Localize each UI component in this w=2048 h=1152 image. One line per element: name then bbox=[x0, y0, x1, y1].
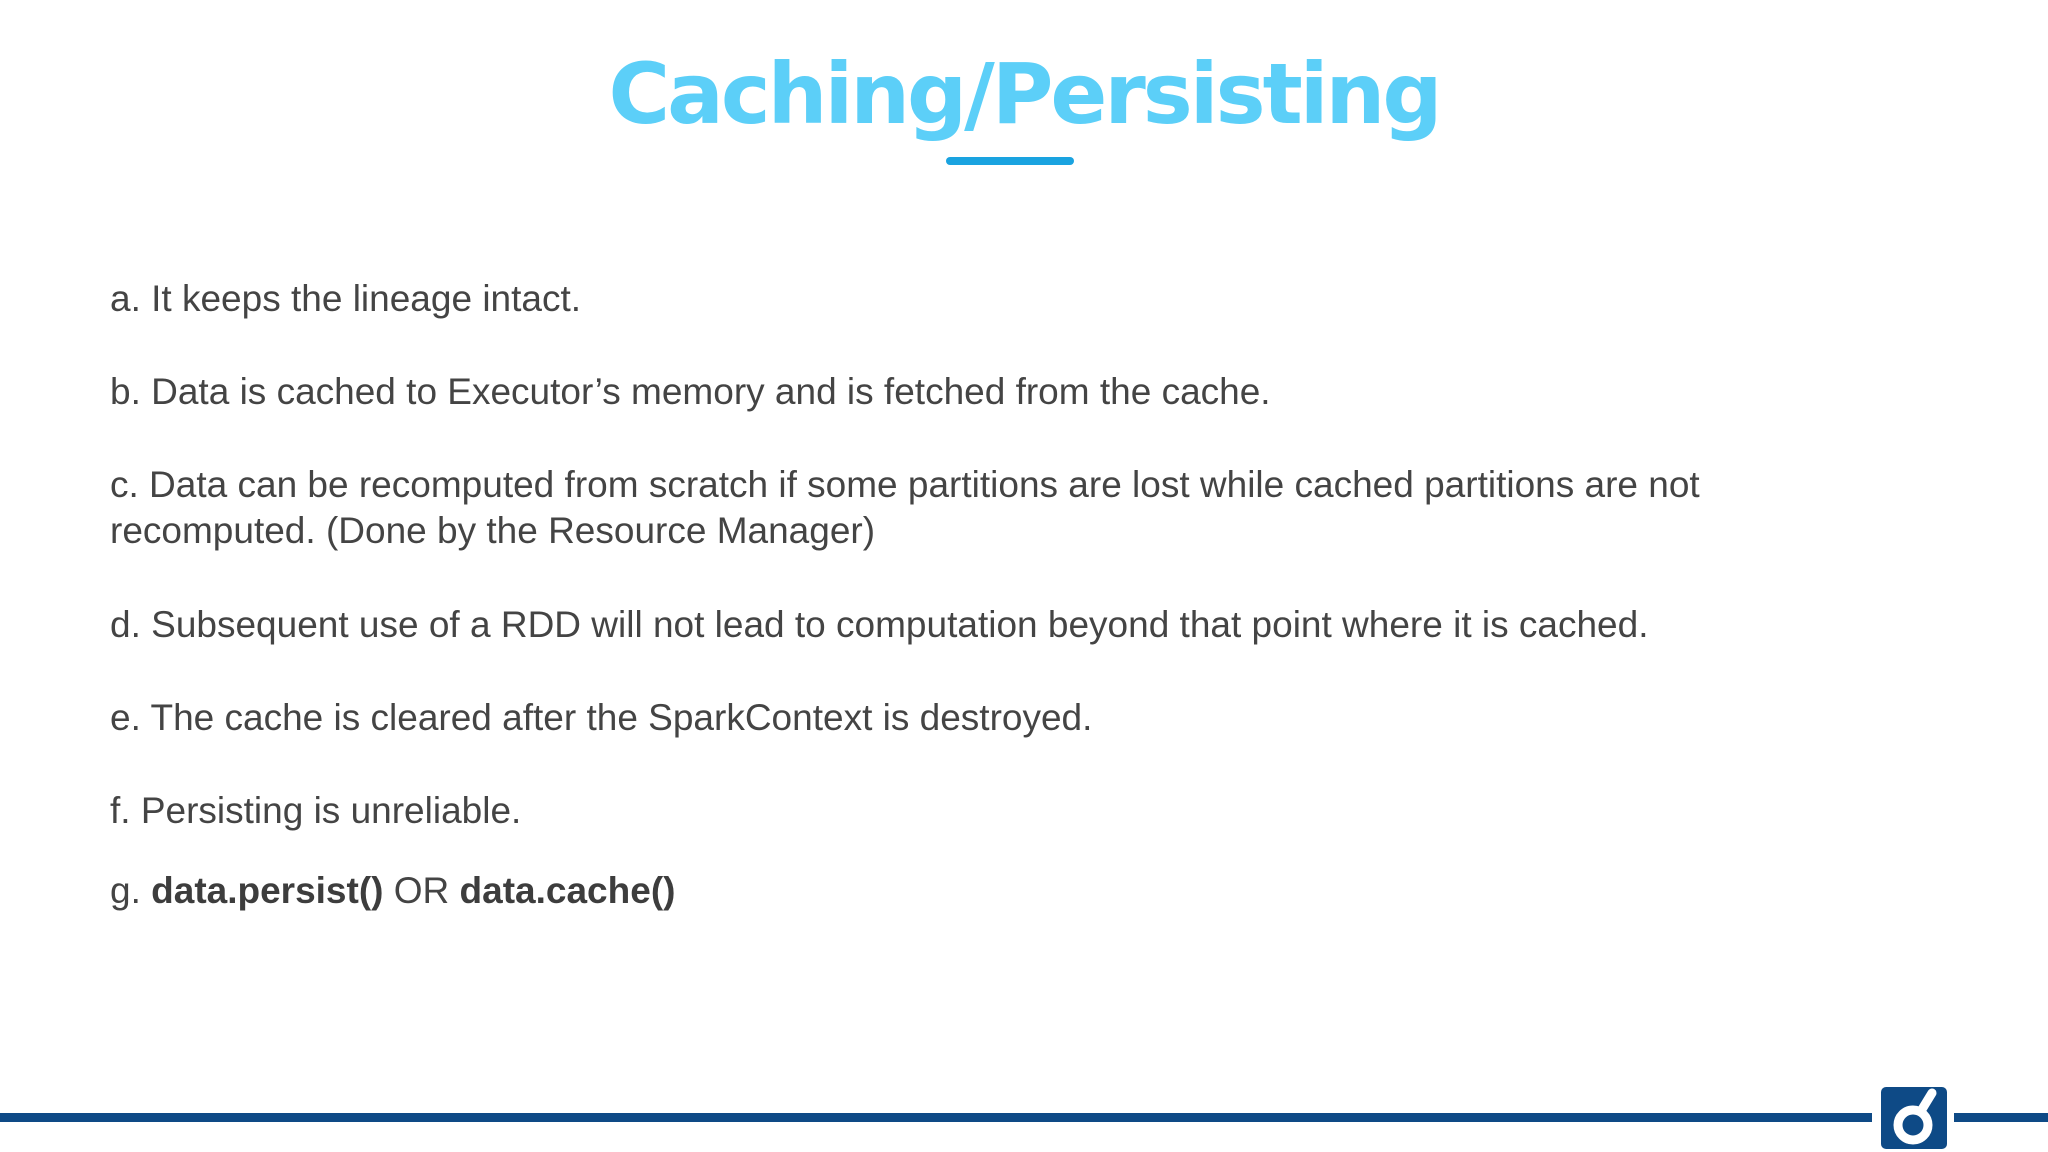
list-item-g-prefix: g. bbox=[110, 870, 152, 911]
code-persist: data.persist() bbox=[151, 870, 384, 911]
list-item-d: d. Subsequent use of a RDD will not lead to computation beyond that point where it is cached. bbox=[110, 604, 1649, 645]
list-item-f: f. Persisting is unreliable. bbox=[110, 790, 522, 831]
list-item-e: e. The cache is cleared after the SparkContext is destroyed. bbox=[110, 697, 1093, 738]
footer-divider bbox=[0, 1113, 2048, 1122]
code-cache: data.cache() bbox=[459, 870, 676, 911]
list-item-b: b. Data is cached to Executor’s memory and is fetched from the cache. bbox=[110, 371, 1271, 412]
title-underline bbox=[946, 157, 1074, 165]
slide-title: Caching/Persisting bbox=[608, 45, 1440, 143]
list-item-a: a. It keeps the lineage intact. bbox=[110, 278, 582, 319]
brand-logo-icon bbox=[1872, 1073, 1954, 1152]
list-item-c: c. Data can be recomputed from scratch if some partitions are lost while cached partitions are not recomputed. (Done by the Resource Manager) bbox=[110, 464, 1700, 551]
list-item-g bbox=[110, 868, 1850, 914]
list-item-g-or: OR bbox=[383, 870, 460, 911]
